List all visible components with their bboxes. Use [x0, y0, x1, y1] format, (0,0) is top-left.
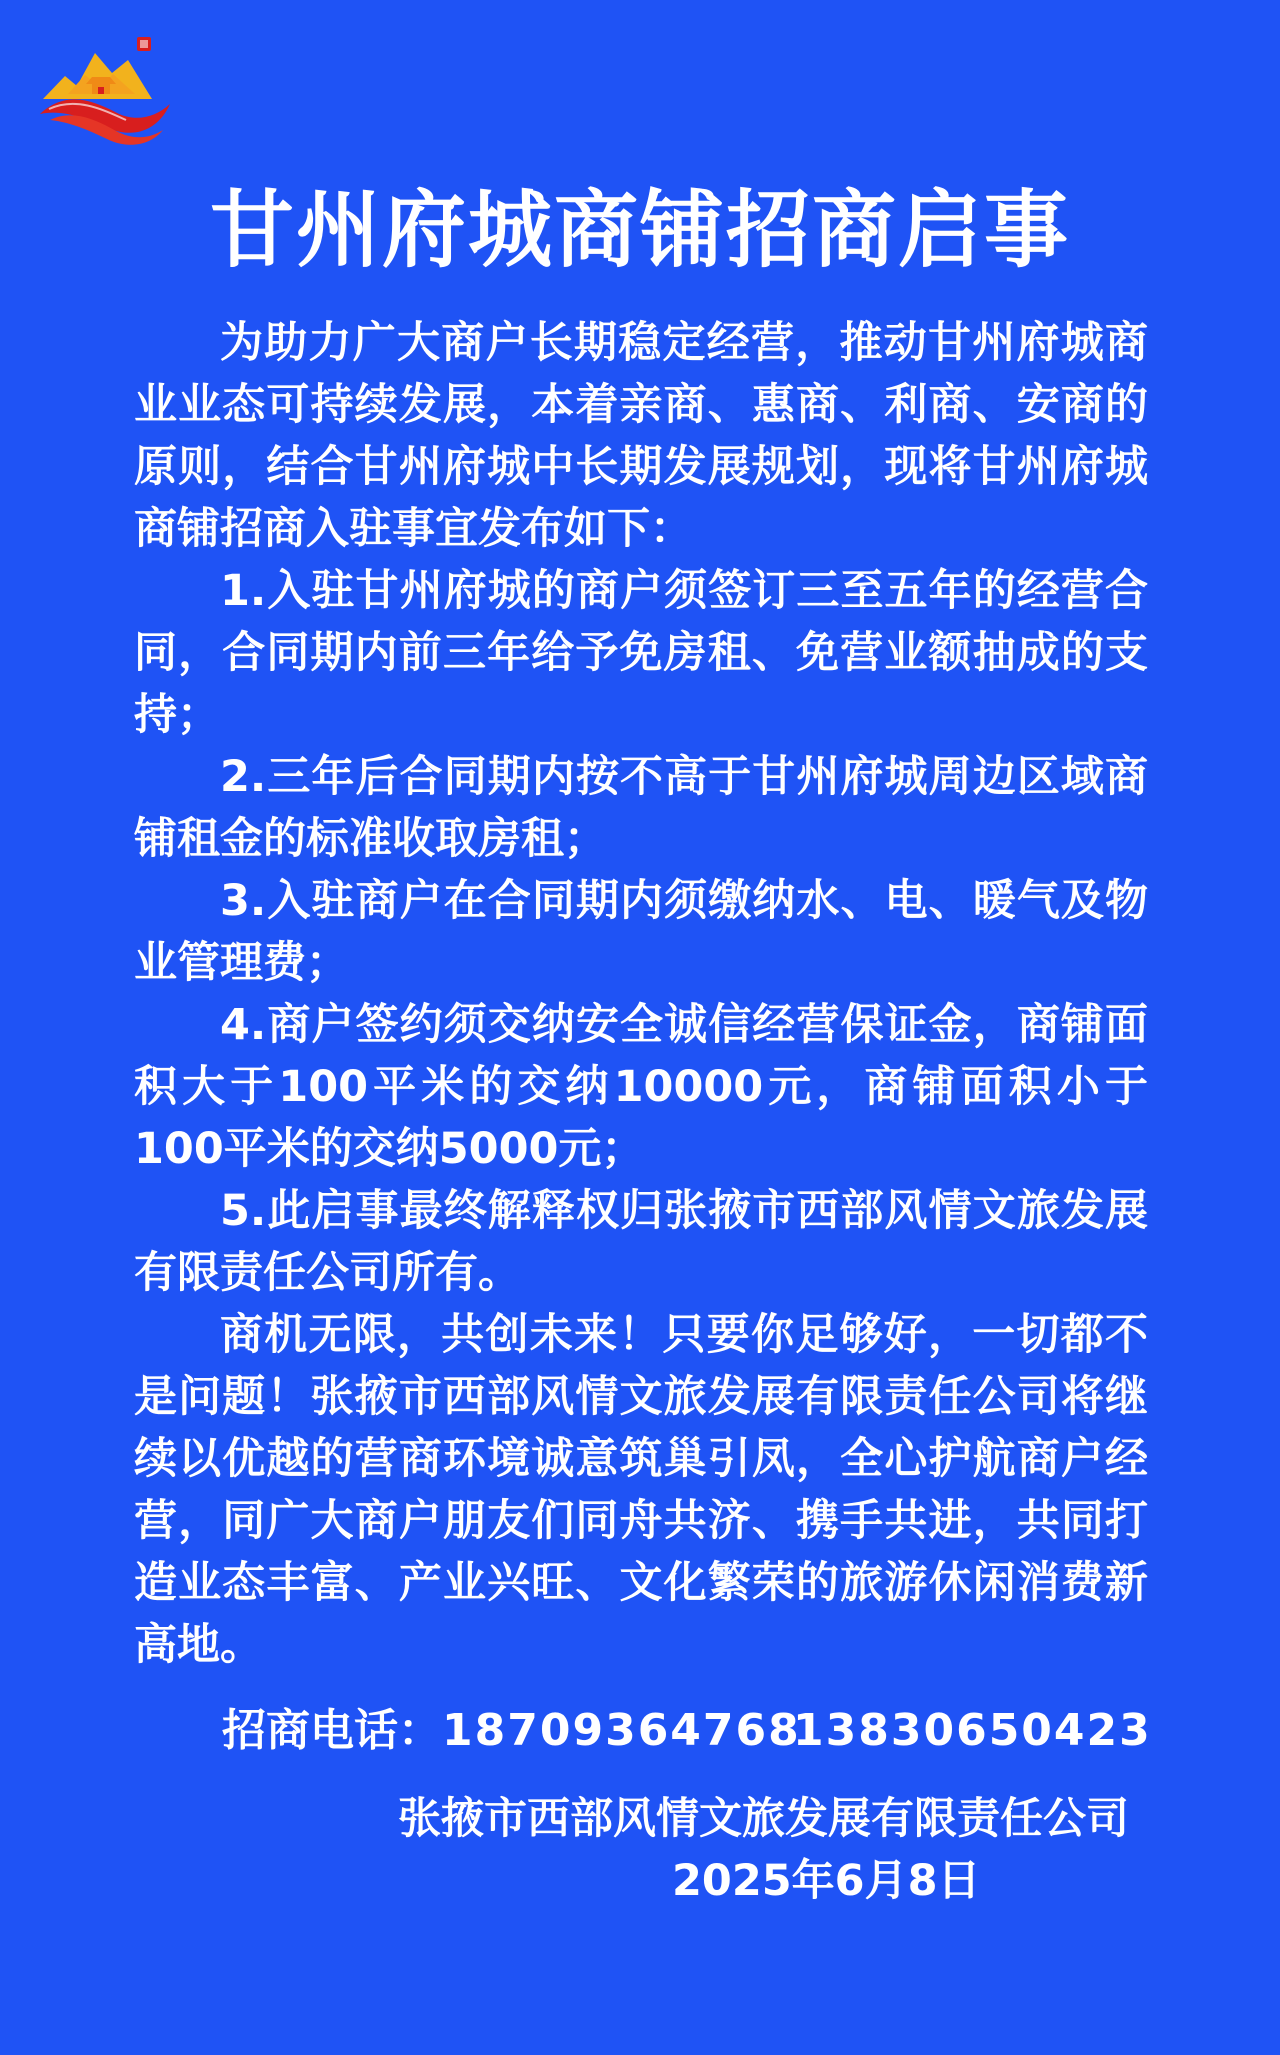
item-2: 2.三年后合同期内按不高于甘州府城周边区域商铺租金的标准收取房租； — [134, 752, 1148, 864]
phone-number-2: 13830650423 — [793, 1705, 1152, 1756]
item-3: 3.入驻商户在合同期内须缴纳水、电、暖气及物业管理费； — [134, 876, 1148, 988]
announcement-body — [134, 312, 1148, 1676]
page-title: 甘州府城商铺招商启事 — [209, 181, 1070, 279]
phone-number-1: 18709364768 — [442, 1705, 801, 1756]
company-name: 张掖市西部风情文旅发展有限责任公司 — [398, 1794, 1129, 1844]
item-1: 1.入驻甘州府城的商户须签订三至五年的经营合同，合同期内前三年给予免房租、免营业额抽成的支持； — [134, 566, 1148, 740]
item-5: 5.此启事最终解释权归张掖市西部风情文旅发展有限责任公司所有。 — [134, 1186, 1148, 1298]
mountain-red-wave-logo-icon — [30, 30, 180, 160]
closing-paragraph: 商机无限，共创未来！只要你足够好，一切都不是问题！张掖市西部风情文旅发展有限责任公司将继续以优越的营商环境诚意筑巢引凤，全心护航商户经营，同广大商户朋友们同舟共济、携手共进，共同打造业态丰富、产业兴旺、文化繁荣的旅游休闲消费新高地。 — [134, 1310, 1148, 1670]
company-logo — [30, 30, 180, 160]
intro-paragraph: 为助力广大商户长期稳定经营，推动甘州府城商业业态可持续发展，本着亲商、惠商、利商、安商的原则，结合甘州府城中长期发展规划，现将甘州府城商铺招商入驻事宜发布如下： — [134, 318, 1148, 554]
contact-label: 招商电话： — [222, 1705, 442, 1756]
issue-date: 2025年6月8日 — [672, 1856, 981, 1906]
item-4: 4.商户签约须交纳安全诚信经营保证金，商铺面积大于100平米的交纳10000元，商铺面积小于100平米的交纳5000元； — [134, 1000, 1148, 1174]
